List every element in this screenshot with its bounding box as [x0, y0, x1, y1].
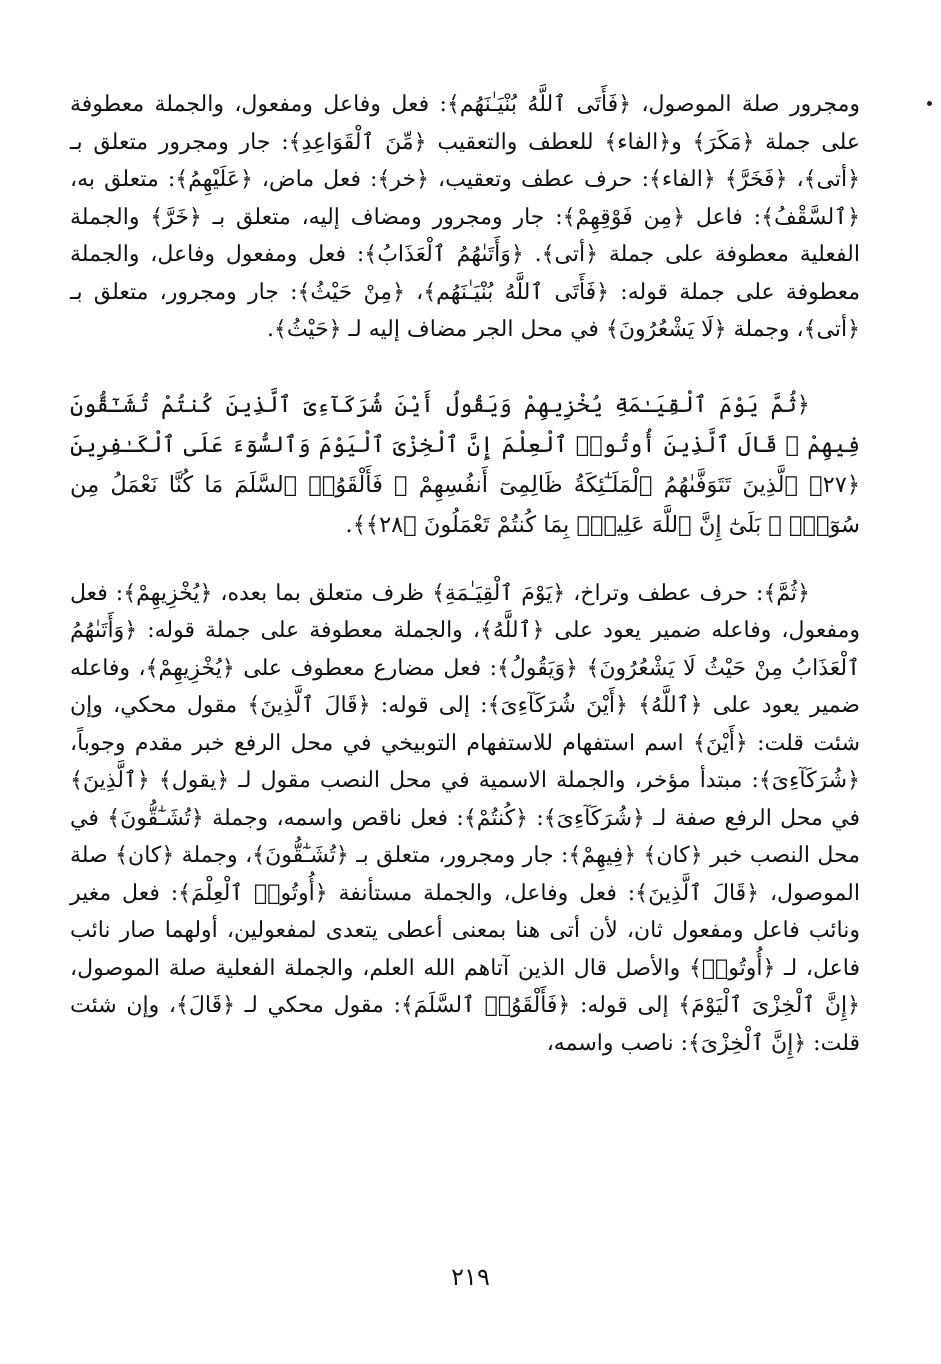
commentary-paragraph-2: ﴿ثُمَّ﴾: حرف عطف وتراخ، ﴿يَوْمَ ٱلْقِيَـٰمَةِ﴾ ظرف متعلق بما بعده، ﴿يُخْزِيهِمْ﴾: فعل ومفعول، وفاعله ضمير يعود على ﴿ٱللَّهُ﴾، والجملة معطوفة على جملة قوله: ﴿وَأَتَىٰهُمُ ٱلْعَذَابُ مِنْ حَيْثُ لَا يَشْعُرُونَ﴾ ﴿وَيَقُولُ﴾: فعل مضارع معطوف على ﴿يُخْزِيهِمْ﴾، وفاعله ضمير يعود على ﴿ٱللَّهُ﴾ ﴿أَيْنَ شُرَكَآءِىَ﴾: إلى قوله: ﴿قَالَ ٱلَّذِينَ﴾ مقول محكي، وإن شئت قلت: ﴿أَيْنَ﴾ اسم استفهام للاستفهام التوبيخي في محل الرفع خبر مقدم وجوباً، ﴿شُرَكَآءِىَ﴾: مبتدأ مؤخر، والجملة الاسمية في محل النصب مقول لـ ﴿يقول﴾ ﴿ٱلَّذِينَ﴾ في محل الرفع صفة لـ ﴿شُرَكَآءِىَ﴾: ﴿كُنتُمْ﴾: فعل ناقص واسمه، وجملة ﴿تُشَـٰٓقُّونَ﴾ في محل النصب خبر ﴿كان﴾ ﴿فِيهِمْ﴾: جار ومجرور، متعلق بـ ﴿تُشَـٰٓقُّونَ﴾، وجملة ﴿كان﴾ صلة الموصول، ﴿قَالَ ٱلَّذِينَ﴾: فعل وفاعل، والجملة مستأنفة ﴿أُوتُوا۟ ٱلْعِلْمَ﴾: فعل مغير ونائب فاعل ومفعول ثان، لأن أتى هنا بمعنى أعطى يتعدى لمفعولين، أولهما صار نائب فاعل، لـ ﴿أُوتُوا۟﴾ والأصل قال الذين آتاهم الله العلم، والجملة الفعلية صلة الموصول، ﴿إِنَّ ٱلْخِزْىَ ٱلْيَوْمَ﴾ إلى قوله: ﴿فَأَلْقَوُا۟ ٱلسَّلَمَ﴾: مقول محكي لـ ﴿قَالَ﴾، وإن شئت قلت: ﴿إِنَّ ٱلْخِزْىَ﴾: ناصب واسمه،	[70, 580, 860, 1056]
quran-verse-block: ﴿ثُمَّ يَوْمَ ٱلْقِيَـٰمَةِ يُخْزِيهِمْ وَيَقُولُ أَيْنَ شُرَكَآءِىَ ٱلَّذِينَ كُنتُمْ تُشَـٰٓقُّونَ فِيهِمْ ۚ قَالَ ٱلَّذِينَ أُوتُوا۟ ٱلْعِلْمَ إِنَّ ٱلْخِزْىَ ٱلْيَوْمَ وَٱلسُّوٓءَ عَلَى ٱلْكَـٰفِرِينَ ﴿٢٧﴾ ٱلَّذِينَ تَتَوَفَّىٰهُمُ ٱلْمَلَـٰٓئِكَةُ ظَالِمِىٓ أَنفُسِهِمْ ۖ فَأَلْقَوُا۟ ٱلسَّلَمَ مَا كُنَّا نَعْمَلُ مِن سُوٓءٍۭ ۚ بَلَىٰٓ إِنَّ ٱللَّهَ عَلِيمٌۢ بِمَا كُنتُمْ تَعْمَلُونَ ﴿٢٨﴾﴾.	[70, 391, 860, 538]
margin-bullet-mark	[927, 101, 932, 106]
commentary-paragraph-1: ومجرور صلة الموصول، ﴿فَأَتَى ٱللَّهُ بُنْيَـٰنَهُم﴾: فعل وفاعل ومفعول، والجملة معطوفة على جملة ﴿مَكَرَ﴾ و﴿الفاء﴾ للعطف والتعقيب ﴿مِّنَ ٱلْقَوَاعِدِ﴾: جار ومجرور متعلق بـ ﴿أتى﴾، ﴿فَخَرَّ﴾ ﴿الفاء﴾: حرف عطف وتعقيب، ﴿خر﴾: فعل ماض، ﴿عَلَيْهِمُ﴾: متعلق به، ﴿ٱلسَّقْفُ﴾: فاعل ﴿مِن فَوْقِهِمْ﴾: جار ومجرور ومضاف إليه، متعلق بـ ﴿خَرَّ﴾ والجملة الفعلية معطوفة على جملة ﴿أتى﴾. ﴿وَأَتَىٰهُمُ ٱلْعَذَابُ﴾: فعل ومفعول وفاعل، والجملة معطوفة على جملة قوله: ﴿فَأَتَى ٱللَّهُ بُنْيَـٰنَهُم﴾، ﴿مِنْ حَيْثُ﴾: جار ومجرور، متعلق بـ ﴿أتى﴾، وجملة ﴿لَا يَشْعُرُونَ﴾ في محل الجر مضاف إليه لـ ﴿حَيْثُ﴾.	[70, 92, 860, 342]
page-body	[70, 80, 860, 1062]
page-number: ٢١٩	[451, 1263, 490, 1291]
